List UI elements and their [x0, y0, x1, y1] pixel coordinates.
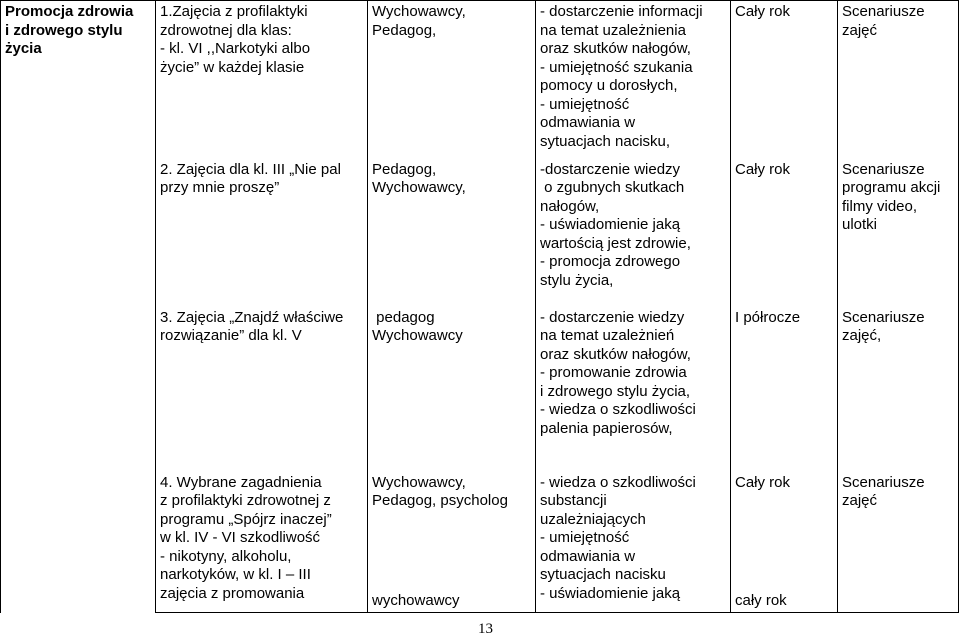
responsible-line: Pedagog,	[372, 21, 437, 39]
responsible-line: Pedagog, psycholog	[372, 492, 508, 509]
goals-line: o zgubnych skutkach	[540, 179, 685, 196]
activity-line: 4. Wybrane zagadnienia	[160, 473, 322, 491]
goals-line: - dostarczenie wiedzy	[540, 308, 685, 326]
goals-line: pomocy u dorosłych,	[540, 77, 678, 94]
form-line: zajęć	[842, 21, 878, 39]
responsible-line: wychowawcy	[372, 591, 460, 609]
goals-line: - wiedza o szkodliwości	[540, 401, 696, 418]
goals-line: odmawiania w	[540, 114, 636, 131]
page-number: 13	[478, 621, 493, 637]
form-line: filmy video,	[842, 197, 918, 215]
area-cell	[1, 1, 156, 613]
goals-line: - wiedza o szkodliwości	[540, 473, 696, 491]
area-line: życia	[5, 40, 42, 57]
goals-line: wartością jest zdrowie,	[540, 234, 691, 252]
responsible-line: Wychowawcy	[372, 327, 463, 344]
goals-line: oraz skutków nałogów,	[540, 345, 691, 363]
time-cell	[731, 160, 838, 308]
activity-line: z profilaktyki zdrowotnej z	[160, 492, 331, 509]
form-cell	[838, 160, 959, 308]
activity-cell	[156, 160, 368, 308]
responsible-line: Wychowawcy,	[372, 473, 466, 491]
form-line: programu akcji	[842, 179, 941, 196]
form-cell	[838, 1, 959, 160]
form-cell	[838, 308, 959, 473]
activity-line: przy mnie proszę”	[160, 179, 280, 196]
activity-line: 2. Zajęcia dla kl. III „Nie pal	[160, 160, 341, 178]
time-cell	[731, 1, 838, 160]
goals-line: sytuacjach nacisku,	[540, 132, 671, 150]
responsible-cell	[368, 160, 536, 308]
goals-line: stylu życia,	[540, 271, 614, 289]
responsible-cell	[368, 473, 536, 613]
activity-line: 3. Zajęcia „Znajdź właściwe	[160, 308, 344, 326]
goals-line: substancji	[540, 492, 607, 509]
time-line: Cały rok	[735, 3, 791, 20]
time-cell	[731, 473, 838, 613]
form-line: Scenariusze	[842, 308, 925, 326]
activity-line: rozwiązanie” dla kl. V	[160, 327, 302, 344]
goals-line: - dostarczenie informacji	[540, 3, 703, 20]
goals-line: - umiejętność	[540, 529, 630, 546]
goals-line: - uświadomienie jaką	[540, 216, 681, 233]
time-line: I półrocze	[735, 308, 801, 326]
form-line: Scenariusze	[842, 160, 925, 178]
activity-line: zdrowotnej dla klas:	[160, 21, 292, 39]
goals-line: na temat uzależnienia	[540, 21, 686, 39]
activity-line: programu „Spójrz inaczej”	[160, 510, 332, 528]
activity-line: 1.Zajęcia z profilaktyki	[160, 3, 308, 20]
goals-line: na temat uzależnień	[540, 327, 675, 344]
activity-line: w kl. IV - VI szkodliwość	[160, 529, 321, 546]
goals-cell	[536, 160, 731, 308]
form-line: ulotki	[842, 216, 878, 233]
table-row	[1, 1, 959, 160]
time-line: cały rok	[735, 591, 787, 609]
form-line: Scenariusze	[842, 3, 925, 20]
goals-line: palenia papierosów,	[540, 419, 673, 437]
time-line: Cały rok	[735, 160, 791, 178]
activity-line: życie” w każdej klasie	[160, 58, 305, 76]
area-line: i zdrowego stylu	[5, 21, 123, 39]
goals-line: i zdrowego stylu życia,	[540, 382, 691, 400]
area-line: Promocja zdrowia	[5, 3, 134, 20]
goals-line: - uświadomienie jaką	[540, 584, 681, 602]
activity-cell	[156, 308, 368, 473]
responsible-cell	[368, 1, 536, 160]
goals-line: - promocja zdrowego	[540, 253, 681, 270]
activity-line: - nikotyny, alkoholu,	[160, 547, 292, 565]
activity-line: zajęcia z promowania	[160, 584, 305, 602]
form-line: Scenariusze	[842, 473, 925, 491]
goals-line: - umiejętność	[540, 95, 630, 113]
form-line: zajęć,	[842, 327, 882, 344]
activity-line: narkotyków, w kl. I – III	[160, 566, 311, 583]
form-cell	[838, 473, 959, 613]
responsible-line: pedagog	[372, 308, 435, 326]
goals-line: oraz skutków nałogów,	[540, 40, 691, 57]
activity-cell	[156, 473, 368, 613]
goals-line: nałogów,	[540, 197, 600, 215]
responsible-cell	[368, 308, 536, 473]
goals-line: - promowanie zdrowia	[540, 364, 687, 381]
goals-line: - umiejętność szukania	[540, 58, 693, 76]
goals-line: odmawiania w	[540, 547, 636, 565]
responsible-line: Wychowawcy,	[372, 3, 466, 20]
goals-cell	[536, 308, 731, 473]
activity-cell	[156, 1, 368, 160]
goals-cell	[536, 1, 731, 160]
activity-line: - kl. VI ,,Narkotyki albo	[160, 40, 311, 57]
goals-line: uzależniających	[540, 510, 646, 528]
goals-cell	[536, 473, 731, 613]
time-cell	[731, 308, 838, 473]
form-line: zajęć	[842, 492, 878, 509]
time-line: Cały rok	[735, 473, 791, 491]
goals-line: sytuacjach nacisku	[540, 566, 666, 583]
responsible-line: Pedagog,	[372, 160, 437, 178]
goals-line: -dostarczenie wiedzy	[540, 160, 681, 178]
responsible-line: Wychowawcy,	[372, 179, 466, 196]
